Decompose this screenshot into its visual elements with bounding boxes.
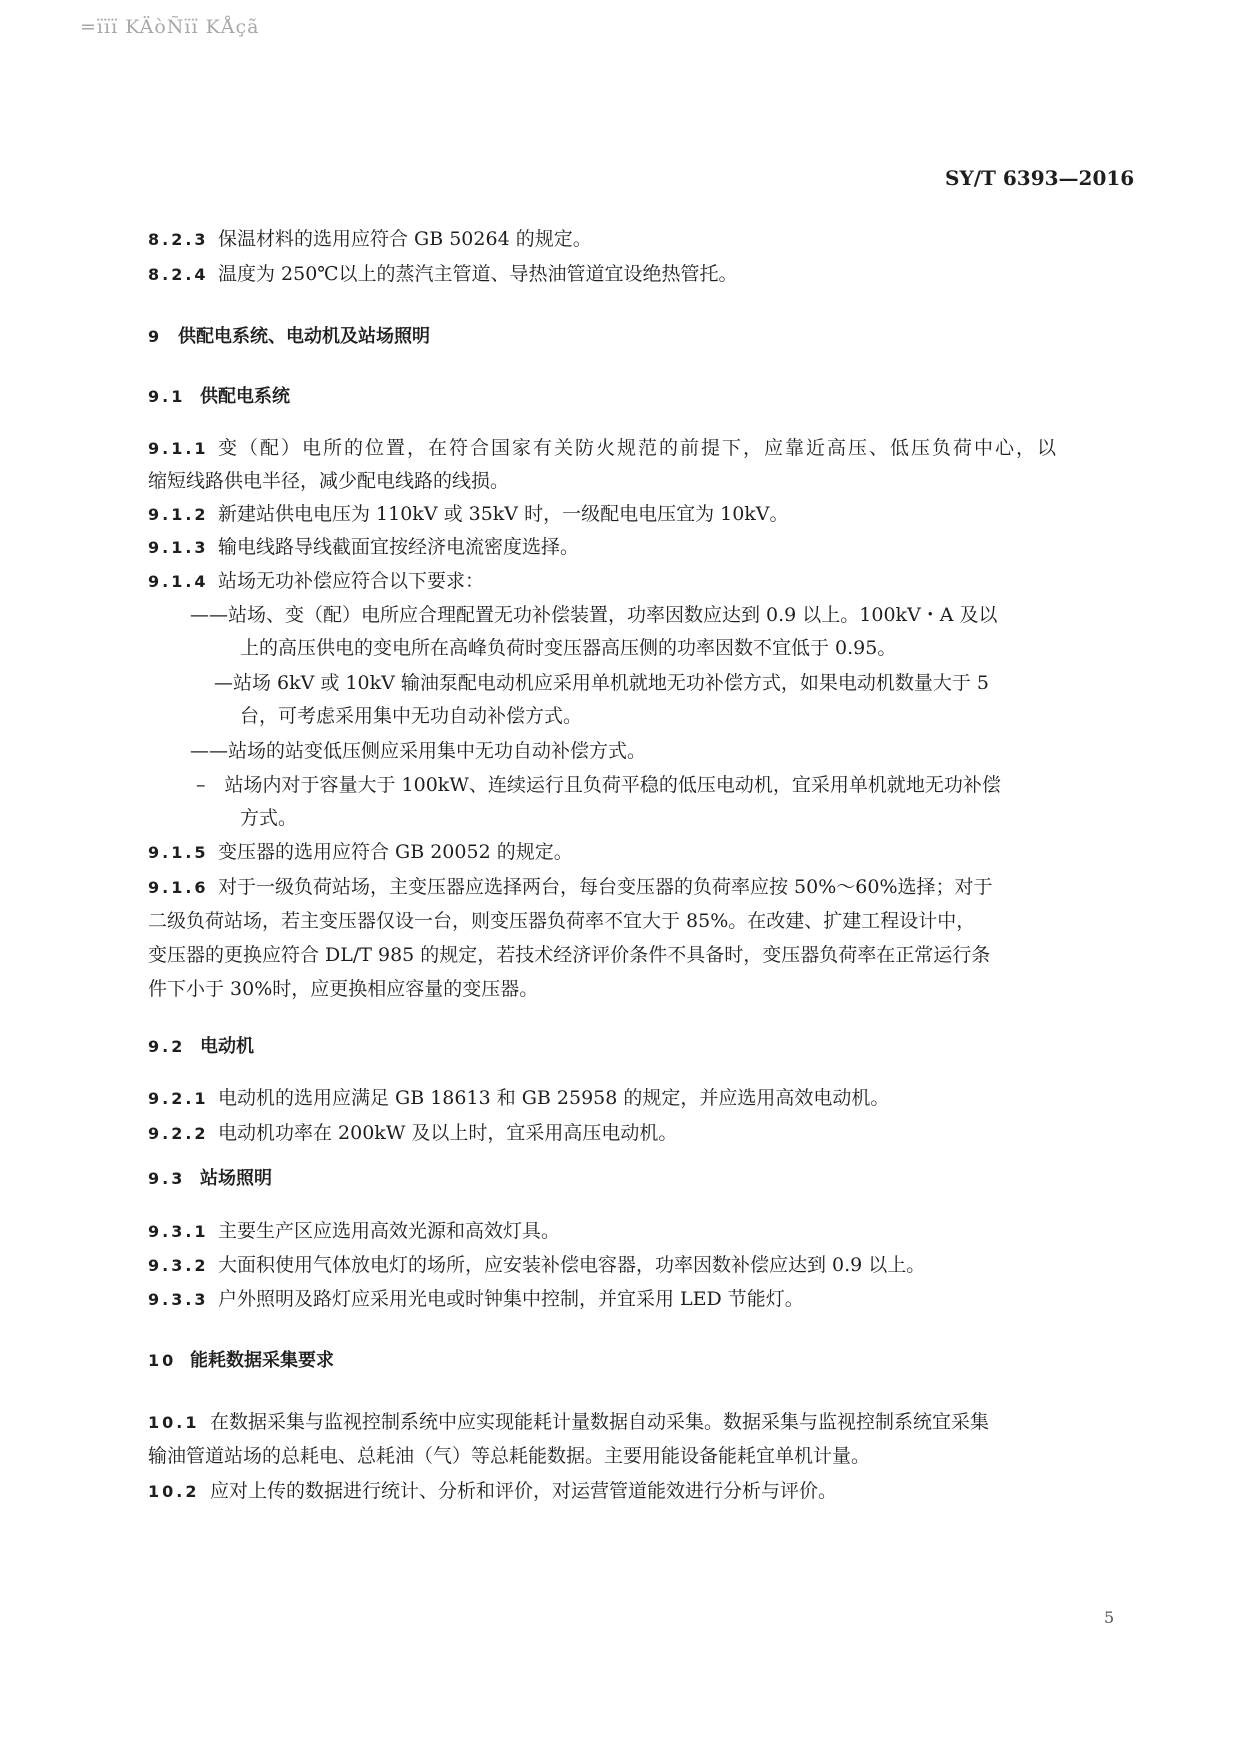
clause-10-2	[148, 1480, 837, 1503]
clause-text: 电动机的选用应满足 GB 18613 和 GB 25958 的规定，并应选用高效电动机。	[218, 1087, 890, 1109]
clause-text: 户外照明及路灯应采用光电或时钟集中控制，并宜采用 LED 节能灯。	[218, 1288, 804, 1310]
clause-10-1	[148, 1411, 989, 1434]
clause-text: 在数据采集与监视控制系统中应实现能耗计量数据自动采集。数据采集与监视控制系统宜采集	[210, 1411, 990, 1433]
clause-number: 9.1.6	[148, 878, 209, 897]
clause-9-1-1	[148, 437, 1058, 460]
section-title: 站场照明	[200, 1168, 272, 1189]
clause-number: 9.2.2	[148, 1124, 209, 1143]
clause-text: 保温材料的选用应符合 GB 50264 的规定。	[218, 228, 592, 250]
list-item: —站场 6kV 或 10kV 输油泵配电动机应采用单机就地无功补偿方式，如果电动机数量大于 5	[214, 672, 990, 694]
subsection-heading-9-2	[148, 1036, 254, 1058]
section-number: 10	[148, 1351, 177, 1370]
clause-text: 变（配）电所的位置，在符合国家有关防火规范的前提下，应靠近高压、低压负荷中心，以	[218, 437, 1059, 459]
clause-9-3-2	[148, 1254, 925, 1277]
clause-text: 站场无功补偿应符合以下要求：	[218, 570, 485, 592]
section-number: 9.2	[148, 1037, 186, 1056]
clause-text: 主要生产区应选用高效光源和高效灯具。	[218, 1220, 561, 1242]
clause-9-1-3	[148, 536, 579, 559]
clause-9-1-2	[148, 503, 789, 526]
clause-text: 温度为 250℃以上的蒸汽主管道、导热油管道宜设绝热管托。	[218, 263, 738, 285]
clause-number: 10.1	[148, 1413, 200, 1432]
section-number: 9	[148, 327, 163, 346]
clause-number: 9.3.2	[148, 1256, 209, 1275]
clause-number: 8.2.3	[148, 230, 209, 249]
list-item-cont: 方式。	[240, 807, 298, 829]
clause-9-3-1	[148, 1220, 560, 1243]
section-title: 供配电系统、电动机及站场照明	[178, 326, 430, 347]
list-item: ——站场、变（配）电所应合理配置无功补偿装置，功率因数应达到 0.9 以上。100kV・A 及以	[190, 604, 998, 626]
clause-number: 9.3.3	[148, 1290, 209, 1309]
clause-9-1-4	[148, 570, 484, 593]
clause-text: 应对上传的数据进行统计、分析和评价，对运营管道能效进行分析与评价。	[210, 1480, 838, 1502]
clause-number: 9.3.1	[148, 1222, 209, 1241]
clause-number: 9.1.1	[148, 439, 209, 458]
list-item-cont: 台，可考虑采用集中无功自动补偿方式。	[240, 705, 583, 727]
document-number: SY/T 6393—2016	[945, 166, 1135, 190]
clause-number: 9.2.1	[148, 1089, 209, 1108]
clause-number: 8.2.4	[148, 265, 209, 284]
clause-10-1-cont: 输油管道站场的总耗电、总耗油（气）等总耗能数据。主要用能设备能耗宜单机计量。	[148, 1445, 871, 1467]
clause-number: 9.1.2	[148, 505, 209, 524]
clause-text: 新建站供电电压为 110kV 或 35kV 时，一级配电电压宜为 10kV。	[218, 503, 789, 525]
clause-text: 电动机功率在 200kW 及以上时，宜采用高压电动机。	[218, 1122, 678, 1144]
clause-9-1-6-cont: 件下小于 30%时，应更换相应容量的变压器。	[148, 978, 539, 1000]
clause-number: 9.1.4	[148, 572, 209, 591]
clause-number: 9.1.3	[148, 538, 209, 557]
page-number: 5	[1104, 1608, 1115, 1627]
watermark: =ïïï KÄòÑïï KÅçã	[80, 16, 260, 38]
clause-9-1-1-cont: 缩短线路供电半径，减少配电线路的线损。	[148, 470, 510, 492]
clause-text: 对于一级负荷站场，主变压器应选择两台，每台变压器的负荷率应按 50%～60%选择；对于	[218, 876, 993, 898]
section-title: 供配电系统	[200, 386, 290, 407]
clause-number: 9.1.5	[148, 843, 209, 862]
clause-text: 大面积使用气体放电灯的场所，应安装补偿电容器，功率因数补偿应达到 0.9 以上。	[218, 1254, 926, 1276]
clause-9-1-6-cont: 二级负荷站场，若主变压器仅设一台，则变压器负荷率不宜大于 85%。在改建、扩建工程设计中，	[148, 910, 976, 932]
clause-9-1-6	[148, 876, 993, 899]
subsection-heading-9-1	[148, 386, 290, 408]
clause-number: 10.2	[148, 1482, 200, 1501]
subsection-heading-9-3	[148, 1168, 272, 1190]
clause-8-2-4	[148, 263, 738, 286]
section-number: 9.1	[148, 387, 186, 406]
clause-8-2-3	[148, 228, 592, 251]
clause-text: 输电线路导线截面宜按经济电流密度选择。	[218, 536, 580, 558]
clause-text: 变压器的选用应符合 GB 20052 的规定。	[218, 841, 573, 863]
section-number: 9.3	[148, 1169, 186, 1188]
section-title: 能耗数据采集要求	[190, 1350, 334, 1371]
clause-9-2-2	[148, 1122, 677, 1145]
clause-9-3-3	[148, 1288, 804, 1311]
clause-9-2-1	[148, 1087, 889, 1110]
clause-9-1-6-cont: 变压器的更换应符合 DL/T 985 的规定，若技术经济评价条件不具备时，变压器负荷率在正常运行条	[148, 944, 991, 966]
clause-9-1-5	[148, 841, 573, 864]
section-heading-9	[148, 326, 430, 348]
list-item-cont: 上的高压供电的变电所在高峰负荷时变压器高压侧的功率因数不宜低于 0.95。	[240, 637, 897, 659]
list-item: ——站场的站变低压侧应采用集中无功自动补偿方式。	[190, 740, 647, 762]
section-heading-10	[148, 1350, 334, 1372]
section-title: 电动机	[200, 1036, 254, 1057]
list-item: – 站场内对于容量大于 100kW、连续运行且负荷平稳的低压电动机，宜采用单机就地无功补偿	[196, 774, 1001, 796]
